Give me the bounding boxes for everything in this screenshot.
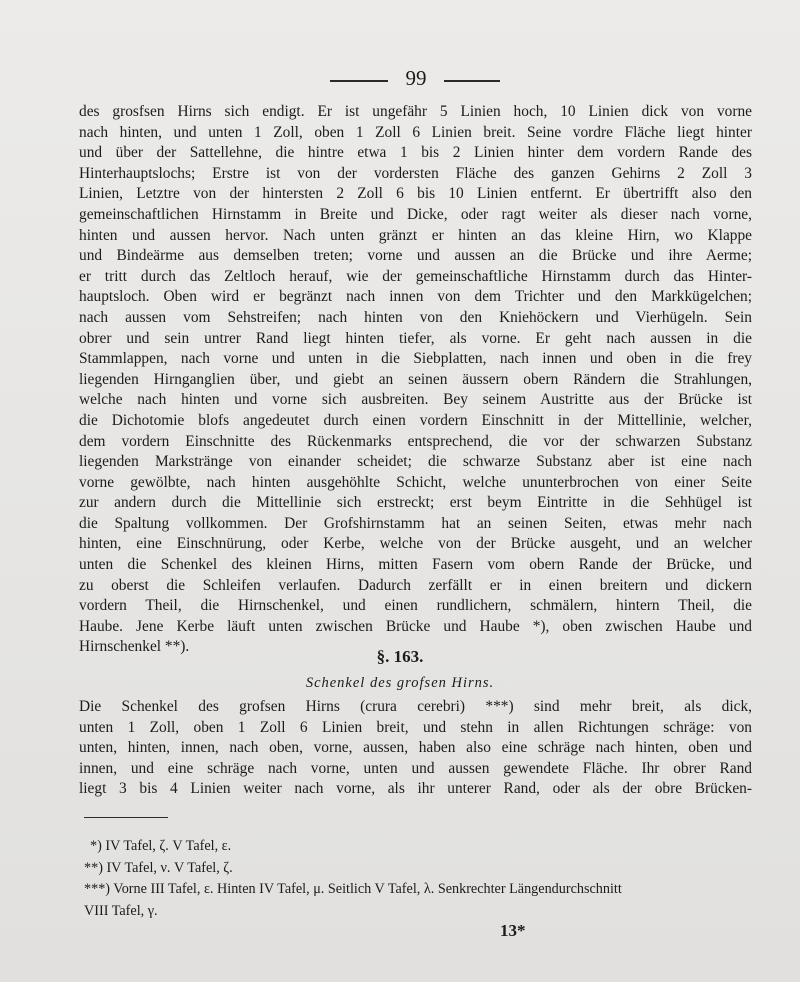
section-paragraph <box>79 697 752 800</box>
text-line: liegt 3 bis 4 Linien weiter nach vorne, als ihr unterer Rand, oder als der obre Brücken- <box>79 780 752 798</box>
text-line: Hinterhauptslochs; Erstre ist von der vordersten Fläche des ganzen Gehirns 2 Zoll 3 <box>79 164 752 182</box>
section-title: Schenkel des grofsen Hirns. <box>305 675 495 691</box>
page-header <box>0 66 800 96</box>
header-rule-left <box>330 80 388 82</box>
text-line: hinten und aussen hervor. Nach unten gränzt er hinten an das kleine Hirn, wo Klappe <box>79 226 752 244</box>
text-line: unten, hinten, innen, nach oben, vorne, aussen, haben also eine schräge nach hinten, oben und <box>79 739 752 757</box>
text-line: Linien, Letztre von der hintersten 2 Zoll 6 bis 10 Linien entfernt. Er übertrifft also den <box>79 185 752 203</box>
text-line: vorne gewölbte, nach hinten ausgehöhlte Schicht, welche ununterbrochen von einer Seite <box>79 473 752 491</box>
page-number: 99 <box>405 66 427 90</box>
text-line: Stammlappen, nach vorne und unten in die Siebplatten, nach innen und oben in die frey <box>79 350 752 368</box>
text-line: vordern Theil, die Hirnschenkel, und einen rundlichern, schmälern, hintern Theil, die <box>79 597 752 615</box>
footnote: ***) Vorne III Tafel, ε. Hinten IV Tafel, μ. Seitlich V Tafel, λ. Senkrechter Längendurchschnitt <box>84 881 622 897</box>
text-line: obrer und sein untrer Rand liegt hinten tiefer, als vorne. Er geht nach aussen in die <box>79 329 752 347</box>
footnote-rule <box>84 817 168 818</box>
header-rule-right <box>444 80 500 82</box>
text-line: gemeinschaftlichen Hirnstamm in Breite und Dicke, oder ragt weiter als dieser nach vorne, <box>79 205 752 223</box>
text-line: Die Schenkel des grofsen Hirns (crura cerebri) ***) sind mehr breit, als dick, <box>79 698 752 715</box>
text-line: hinten, eine Einschnürung, oder Kerbe, welche von der Brücke ausgeht, und an welcher <box>79 535 752 553</box>
text-line: liegenden Markstränge von einander scheidet; die schwarze Substanz aber ist eine nach <box>79 453 752 471</box>
text-line: Hirnschenkel **). <box>79 638 190 656</box>
text-line: die Spaltung vollkommen. Der Grofshirnstamm hat an seinen Seiten, etwas mehr nach <box>79 514 752 532</box>
text-line: er tritt durch das Zeltloch herauf, wie der gemeinschaftliche Hirnstamm durch das Hinter- <box>79 267 752 285</box>
text-line: welche nach hinten und vorne sich ausbreiten. Bey seinem Austritte aus der Brücke ist <box>79 391 752 409</box>
text-line: innen, und eine schräge nach vorne, unten und aussen gewendete Fläche. Ihr obrer Rand <box>79 759 752 777</box>
text-line: hauptsloch. Oben wird er begränzt nach innen von dem Trichter und den Markkügelchen; <box>79 288 752 306</box>
section-number: §. 163. <box>376 647 424 666</box>
text-line: unten 1 Zoll, oben 1 Zoll 6 Linien breit, und stehn in allen Richtungen schräge: von <box>79 718 752 736</box>
text-line: die Dichotomie blofs angedeutet durch einen vordern Einschnitt in der Mittellinie, welcher, <box>79 411 752 429</box>
signature-mark: 13* <box>500 921 526 940</box>
text-line: Haube. Jene Kerbe läuft unten zwischen Brücke und Haube *), oben zwischen Haube und <box>79 617 752 635</box>
text-line: des grosfsen Hirns sich endigt. Er ist ungefähr 5 Linien hoch, 10 Linien dick von vorne <box>79 103 752 120</box>
text-line: nach hinten, und unten 1 Zoll, oben 1 Zoll 6 Linien breit. Seine vordre Fläche liegt hinter <box>79 123 752 141</box>
text-line: nach aussen vom Sehstreifen; nach hinten von den Kniehöckern und Vierhügeln. Sein <box>79 308 752 326</box>
footnote: VIII Tafel, γ. <box>84 902 158 919</box>
main-paragraph <box>79 102 752 658</box>
text-line: und über der Sattellehne, die hintre etwa 1 bis 2 Linien hinter dem vordern Rande des <box>79 144 752 162</box>
text-line: zur andern durch die Mittellinie sich erstreckt; erst beym Eintritte in die Sehhügel ist <box>79 494 752 512</box>
footnote: **) IV Tafel, ν. V Tafel, ζ. <box>84 859 233 876</box>
text-line: unten die Schenkel des kleinen Hirns, mitten Fasern vom obern Rande der Brücke, und <box>79 556 752 574</box>
text-line: dem vordern Einschnitte des Rückenmarks entsprechend, die vor der schwarzen Substanz <box>79 432 752 450</box>
text-line: zu oberst die Schleifen verlaufen. Dadurch zerfällt er in einen breitern und dickern <box>79 576 752 594</box>
text-line: und Bindeärme aus demselben treten; vorne und aussen an die Brücke und ihre Aerme; <box>79 247 752 265</box>
text-line: liegenden Hirnganglien über, und giebt an seinen äussern obern Rändern die Strahlungen, <box>79 370 752 388</box>
footnote: *) IV Tafel, ζ. V Tafel, ε. <box>90 838 232 854</box>
footnotes <box>84 836 754 922</box>
